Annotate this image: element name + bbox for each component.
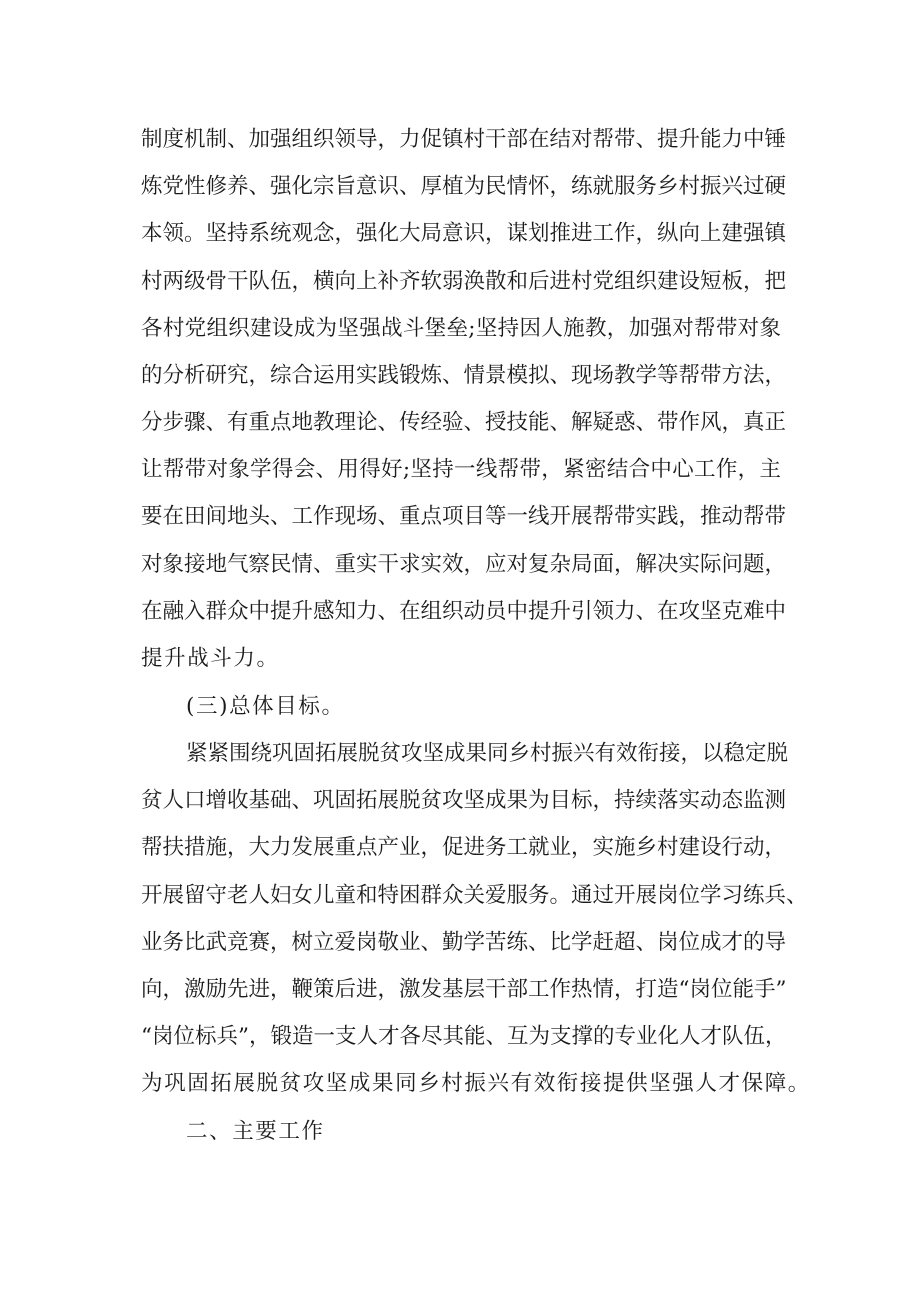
text-line-3: 本领。坚持系统观念，强化大局意识，谋划推进工作，纵向上建强镇 <box>141 221 787 246</box>
text-line-14: 贫人口增收基础、巩固拓展脱贫攻坚成果为目标，持续落实动态监测 <box>141 788 787 813</box>
text-line-4: 村两级骨干队伍，横向上补齐软弱涣散和后进村党组织建设短板，把 <box>141 269 787 294</box>
text-line-8: 让帮带对象学得会、用得好;坚持一线帮带，紧密结合中心工作，主 <box>141 457 781 482</box>
section-heading-overall-goals: (三)总体目标。 <box>186 694 345 719</box>
text-line-1: 制度机制、加强组织领导，力促镇村干部在结对帮带、提升能力中锤 <box>141 127 787 152</box>
text-line-17: 业务比武竞赛，树立爱岗敬业、勤学苦练、比学赶超、岗位成才的导 <box>141 930 787 955</box>
text-line-2: 炼党性修养、强化宗旨意识、厚植为民情怀，练就服务乡村振兴过硬 <box>141 174 787 199</box>
text-line-20: 为巩固拓展脱贫攻坚成果同乡村振兴有效衔接提供坚强人才保障。 <box>141 1071 811 1096</box>
text-line-19: “岗位标兵”，锻造一支人才各尽其能、互为支撑的专业化人才队伍， <box>141 1024 787 1049</box>
text-line-12: 提升战斗力。 <box>141 646 280 671</box>
section-heading-main-work: 二、主要工作 <box>186 1119 325 1144</box>
text-line-13: 紧紧围绕巩固拓展脱贫攻坚成果同乡村振兴有效衔接，以稳定脱 <box>186 741 789 766</box>
text-line-7: 分步骤、有重点地教理论、传经验、授技能、解疑惑、带作风，真正 <box>141 410 787 435</box>
text-line-9: 要在田间地头、工作现场、重点项目等一线开展帮带实践，推动帮带 <box>141 504 787 529</box>
text-line-16: 开展留守老人妇女儿童和特困群众关爱服务。通过开展岗位学习练兵、 <box>141 883 808 908</box>
text-line-6: 的分析研究，综合运用实践锻炼、情景模拟、现场教学等帮带方法， <box>141 363 787 388</box>
text-line-18: 向，激励先进，鞭策后进，激发基层干部工作热情，打造“岗位能手” <box>141 977 787 1002</box>
text-line-5: 各村党组织建设成为坚强战斗堡垒;坚持因人施教，加强对帮带对象 <box>141 316 781 341</box>
text-line-11: 在融入群众中提升感知力、在组织动员中提升引领力、在攻坚克难中 <box>141 599 787 624</box>
text-line-10: 对象接地气察民情、重实干求实效，应对复杂局面，解决实际问题， <box>141 552 787 577</box>
text-line-15: 帮扶措施，大力发展重点产业，促进务工就业，实施乡村建设行动， <box>141 835 787 860</box>
